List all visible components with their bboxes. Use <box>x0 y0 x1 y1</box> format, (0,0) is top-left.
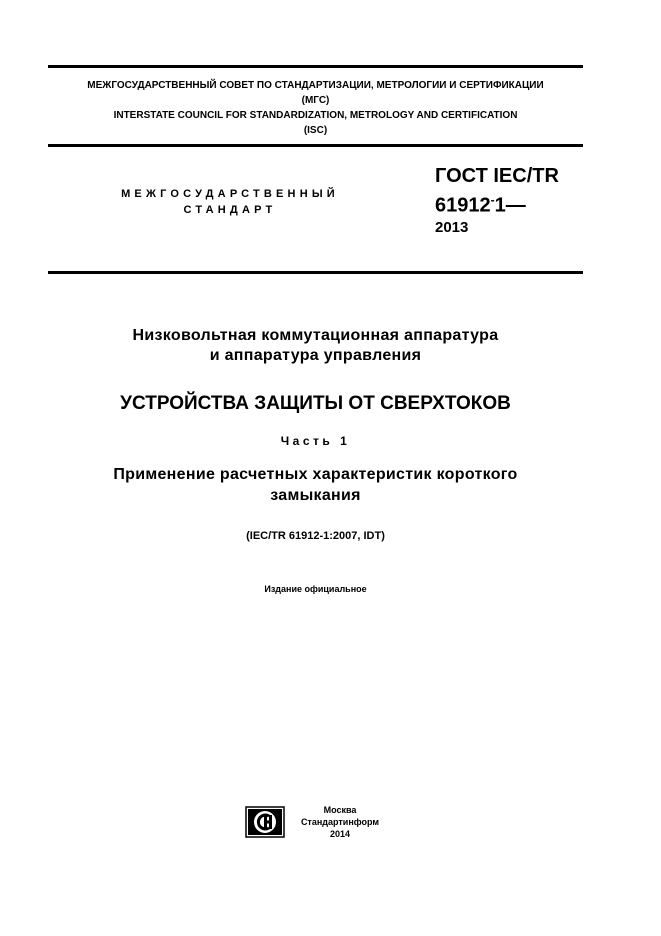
main-title-line1: Низковольтная коммутационная аппаратура <box>132 327 499 344</box>
designation-sup: - <box>490 193 495 207</box>
standard-designation <box>435 163 559 239</box>
designation-year: 2013 <box>435 218 469 236</box>
designation-line1: ГОСТ IEC/TR <box>435 165 559 187</box>
publisher-city: Москва <box>323 805 357 815</box>
part-label: Часть 1 <box>280 434 351 448</box>
part-title-line1: Применение расчетных характеристик короткого <box>113 466 518 483</box>
council-abbr-ru: (МГС) <box>301 95 330 106</box>
publisher-name: Стандартинформ <box>300 817 380 827</box>
council-name-ru: МЕЖГОСУДАРСТВЕННЫЙ СОВЕТ ПО СТАНДАРТИЗАЦИИ, МЕТРОЛОГИИ И СЕРТИФИКАЦИИ <box>87 80 544 91</box>
part-title <box>48 464 583 506</box>
iec-reference: (IEC/TR 61912-1:2007, IDT) <box>246 530 385 542</box>
standartinform-logo-icon <box>245 806 285 838</box>
standard-type-line1: МЕЖГОСУДАРСТВЕННЫЙ <box>121 188 339 200</box>
designation-rule <box>48 271 583 274</box>
header-rule <box>48 144 583 147</box>
top-rule <box>48 65 583 68</box>
standard-type-line2: СТАНДАРТ <box>183 204 277 216</box>
designation-number: 61912 <box>435 194 491 217</box>
publisher-block <box>295 804 385 840</box>
main-title <box>48 326 583 366</box>
publisher-year: 2014 <box>329 829 351 839</box>
council-header <box>48 78 583 138</box>
designation-part: 1— <box>494 194 526 217</box>
part-title-line2: замыкания <box>270 487 361 504</box>
council-name-en: INTERSTATE COUNCIL FOR STANDARDIZATION, METROLOGY AND CERTIFICATION <box>113 110 518 121</box>
designation-line2 <box>435 189 559 217</box>
standard-type <box>90 186 370 218</box>
main-title-line2: и аппаратура управления <box>209 347 422 364</box>
council-abbr-en: (ISC) <box>303 125 328 136</box>
edition-label: Издание официальное <box>264 584 367 594</box>
subtitle: УСТРОЙСТВА ЗАЩИТЫ ОТ СВЕРХТОКОВ <box>120 393 511 414</box>
